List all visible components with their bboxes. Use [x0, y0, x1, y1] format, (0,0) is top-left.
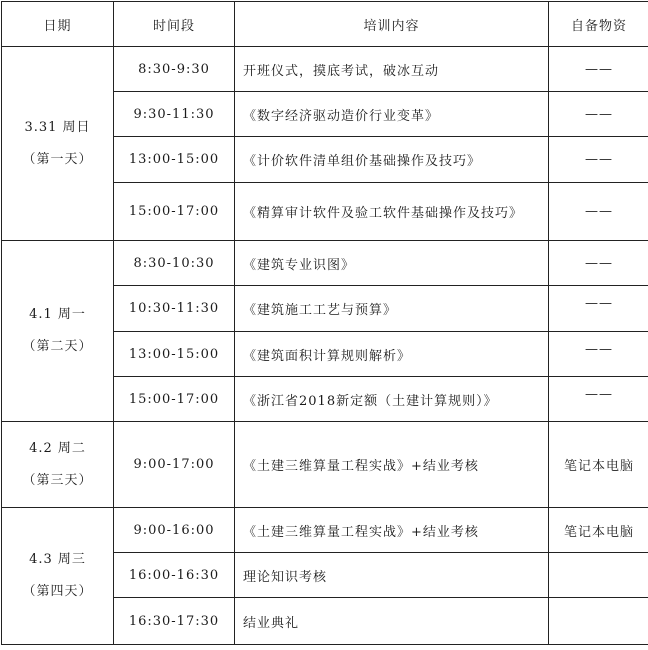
content-cell: 结业典礼 — [235, 598, 549, 645]
content-cell: 《建筑专业识图》 — [235, 241, 549, 286]
header-date: 日期 — [2, 2, 114, 47]
date-cell-day4 — [2, 508, 114, 645]
training-schedule-table — [1, 1, 648, 645]
time-cell: 8:30-9:30 — [114, 47, 235, 92]
time-cell: 16:00-16:30 — [114, 553, 235, 598]
date-label: 4.2 周二 — [29, 440, 86, 456]
materials-cell: —— — [549, 377, 648, 422]
materials-cell: 笔记本电脑 — [549, 422, 648, 508]
header-time: 时间段 — [114, 2, 235, 47]
content-cell: 《数字经济驱动造价行业变革》 — [235, 92, 549, 137]
time-cell: 13:00-15:00 — [114, 137, 235, 183]
day-label: （第二天） — [22, 339, 93, 354]
content-cell: 理论知识考核 — [235, 553, 549, 598]
date-label: 4.3 周三 — [29, 552, 86, 567]
header-content: 培训内容 — [235, 2, 549, 47]
time-cell: 15:00-17:00 — [114, 377, 235, 422]
time-cell: 9:00-17:00 — [114, 422, 235, 508]
table-row — [2, 508, 648, 553]
content-cell: 《土建三维算量工程实战》+结业考核 — [235, 508, 549, 553]
materials-cell: —— — [549, 241, 648, 286]
date-cell-day3 — [2, 422, 114, 508]
content-cell: 《建筑面积计算规则解析》 — [235, 332, 549, 377]
table-row — [2, 422, 648, 508]
day-label: （第四天） — [22, 584, 93, 599]
materials-cell: —— — [549, 286, 648, 332]
materials-cell — [549, 598, 648, 645]
content-cell: 《建筑施工工艺与预算》 — [235, 286, 549, 332]
time-cell: 15:00-17:00 — [114, 183, 235, 241]
day-label: （第一天） — [22, 151, 93, 167]
table-row — [2, 47, 648, 92]
materials-cell: —— — [549, 47, 648, 92]
time-cell: 9:00-16:00 — [114, 508, 235, 553]
materials-cell — [549, 553, 648, 598]
materials-cell: —— — [549, 137, 648, 183]
time-cell: 16:30-17:30 — [114, 598, 235, 645]
materials-cell: —— — [549, 92, 648, 137]
date-cell-day1 — [2, 47, 114, 241]
date-cell-day2 — [2, 241, 114, 422]
date-label: 4.1 周一 — [29, 307, 86, 322]
content-cell: 开班仪式，摸底考试，破冰互动 — [235, 47, 549, 92]
content-cell: 《精算审计软件及验工软件基础操作及技巧》 — [235, 183, 549, 241]
date-label: 3.31 周日 — [24, 119, 91, 135]
time-cell: 8:30-10:30 — [114, 241, 235, 286]
time-cell: 10:30-11:30 — [114, 286, 235, 332]
materials-cell: —— — [549, 183, 648, 241]
content-cell: 《计价软件清单组价基础操作及技巧》 — [235, 137, 549, 183]
materials-cell: —— — [549, 332, 648, 377]
content-cell: 《土建三维算量工程实战》+结业考核 — [235, 422, 549, 508]
time-cell: 9:30-11:30 — [114, 92, 235, 137]
time-cell: 13:00-15:00 — [114, 332, 235, 377]
header-materials: 自备物资 — [549, 2, 648, 47]
table-row — [2, 241, 648, 286]
content-cell: 《浙江省2018新定额（土建计算规则）》 — [235, 377, 549, 422]
materials-cell: 笔记本电脑 — [549, 508, 648, 553]
day-label: （第三天） — [22, 472, 93, 488]
header-row — [2, 2, 648, 47]
